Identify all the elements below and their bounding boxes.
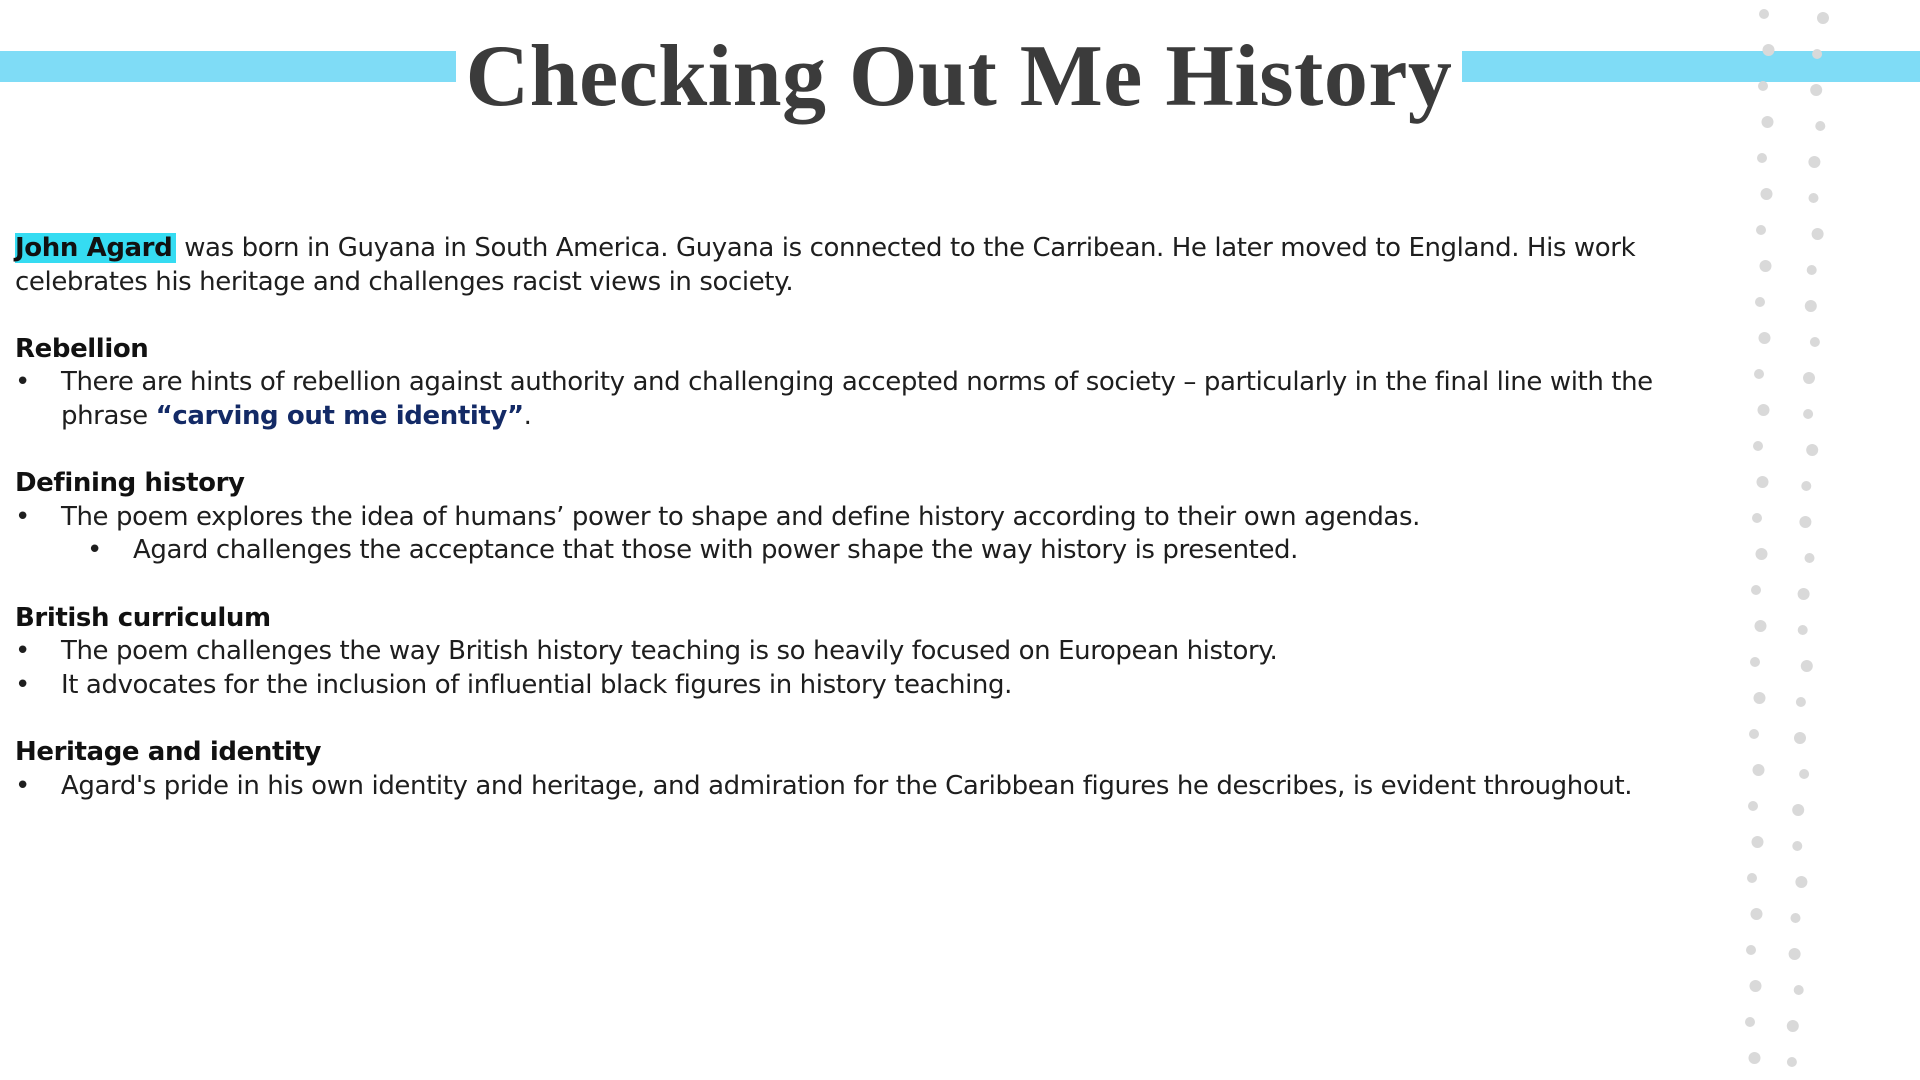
bullet-text: It advocates for the inclusion of influential black figures in history teaching. bbox=[61, 669, 1012, 700]
decorative-dot bbox=[1746, 945, 1756, 955]
decorative-dot-pattern bbox=[1740, 0, 1920, 1080]
slide-content bbox=[15, 232, 1675, 837]
list-item bbox=[15, 669, 1675, 703]
decorative-dot bbox=[1810, 337, 1820, 347]
decorative-dot bbox=[1792, 841, 1802, 851]
bullet-list bbox=[15, 770, 1675, 804]
decorative-dot bbox=[1812, 228, 1824, 240]
bullet-icon: • bbox=[15, 669, 30, 700]
decorative-dot bbox=[1789, 948, 1801, 960]
decorative-dot bbox=[1748, 801, 1758, 811]
section-british-curriculum bbox=[15, 602, 1675, 703]
bullet-icon: • bbox=[15, 770, 30, 801]
decorative-dot bbox=[1809, 193, 1819, 203]
decorative-dot bbox=[1758, 404, 1770, 416]
decorative-dot bbox=[1787, 1057, 1797, 1067]
section-defining-history bbox=[15, 467, 1675, 568]
decorative-dot bbox=[1787, 1020, 1799, 1032]
decorative-dot bbox=[1805, 300, 1817, 312]
decorative-dot bbox=[1757, 153, 1767, 163]
decorative-dot bbox=[1757, 476, 1769, 488]
section-heading: Defining history bbox=[15, 468, 245, 499]
bullet-list bbox=[15, 501, 1675, 568]
decorative-dot bbox=[1750, 657, 1760, 667]
decorative-dot bbox=[1796, 697, 1806, 707]
section-rebellion bbox=[15, 333, 1675, 434]
decorative-dot bbox=[1756, 548, 1768, 560]
bullet-text: Agard's pride in his own identity and heritage, and admiration for the Caribbean figures he describes, is evident throughout. bbox=[61, 770, 1633, 801]
section-heading: Rebellion bbox=[15, 333, 149, 364]
decorative-dot bbox=[1761, 188, 1773, 200]
bullet-text: The poem challenges the way British history teaching is so heavily focused on European history. bbox=[61, 636, 1278, 667]
bullet-text: Agard challenges the acceptance that those with power shape the way history is presented. bbox=[133, 535, 1299, 566]
decorative-dot bbox=[1749, 1052, 1761, 1064]
decorative-dot bbox=[1749, 729, 1759, 739]
decorative-dot bbox=[1756, 225, 1766, 235]
decorative-dot bbox=[1760, 260, 1772, 272]
decorative-dot bbox=[1806, 444, 1818, 456]
bullet-icon: • bbox=[87, 535, 102, 566]
decorative-dot bbox=[1758, 81, 1768, 91]
decorative-dot bbox=[1763, 44, 1775, 56]
decorative-dot bbox=[1807, 265, 1817, 275]
decorative-dot bbox=[1801, 660, 1813, 672]
decorative-dot bbox=[1794, 985, 1804, 995]
accent-bar-left bbox=[0, 51, 456, 82]
decorative-dot bbox=[1750, 980, 1762, 992]
decorative-dot bbox=[1812, 49, 1822, 59]
section-heading: Heritage and identity bbox=[15, 736, 322, 767]
decorative-dot bbox=[1795, 876, 1807, 888]
intro-paragraph bbox=[15, 232, 1675, 299]
decorative-dot bbox=[1745, 1017, 1755, 1027]
bullet-text-end: . bbox=[523, 400, 532, 431]
section-heading: British curriculum bbox=[15, 602, 271, 633]
decorative-dot bbox=[1801, 481, 1811, 491]
bullet-text: The poem explores the idea of humans’ power to shape and define history according to their own agendas. bbox=[61, 501, 1420, 532]
decorative-dot bbox=[1803, 409, 1813, 419]
quote-text: “carving out me identity” bbox=[155, 400, 524, 431]
decorative-dot bbox=[1752, 513, 1762, 523]
intro-text: was born in Guyana in South America. Guyana is connected to the Carribean. He later moved to England. His work celebrates his heritage and challenges racist views in society. bbox=[15, 233, 1636, 297]
decorative-dot bbox=[1792, 804, 1804, 816]
decorative-dot bbox=[1753, 764, 1765, 776]
bullet-list bbox=[15, 366, 1675, 433]
decorative-dot bbox=[1752, 836, 1764, 848]
decorative-dot bbox=[1762, 116, 1774, 128]
decorative-dot bbox=[1799, 516, 1811, 528]
decorative-dot bbox=[1791, 913, 1801, 923]
decorative-dot bbox=[1798, 625, 1808, 635]
list-item bbox=[15, 635, 1675, 669]
decorative-dot bbox=[1817, 12, 1829, 24]
list-item bbox=[15, 501, 1675, 535]
slide-title: Checking Out Me History bbox=[465, 28, 1453, 125]
decorative-dot bbox=[1803, 372, 1815, 384]
decorative-dot bbox=[1805, 553, 1815, 563]
decorative-dot bbox=[1759, 332, 1771, 344]
author-name-highlight: John Agard bbox=[15, 233, 176, 263]
decorative-dot bbox=[1799, 769, 1809, 779]
decorative-dot bbox=[1815, 121, 1825, 131]
bullet-list bbox=[15, 635, 1675, 702]
decorative-dot bbox=[1751, 908, 1763, 920]
decorative-dot bbox=[1759, 9, 1769, 19]
section-heritage-identity bbox=[15, 736, 1675, 803]
decorative-dot bbox=[1798, 588, 1810, 600]
decorative-dot bbox=[1794, 732, 1806, 744]
list-item bbox=[15, 770, 1675, 804]
decorative-dot bbox=[1751, 585, 1761, 595]
list-item-nested bbox=[15, 534, 1675, 568]
decorative-dot bbox=[1754, 692, 1766, 704]
list-item bbox=[15, 366, 1675, 433]
bullet-icon: • bbox=[15, 501, 30, 532]
decorative-dot bbox=[1754, 369, 1764, 379]
bullet-icon: • bbox=[15, 636, 30, 667]
decorative-dot bbox=[1755, 297, 1765, 307]
decorative-dot bbox=[1755, 620, 1767, 632]
decorative-dot bbox=[1810, 84, 1822, 96]
decorative-dot bbox=[1747, 873, 1757, 883]
decorative-dot bbox=[1808, 156, 1820, 168]
bullet-text: There are hints of rebellion against authority and challenging accepted norms of society – particularly in the final line with the phrase bbox=[61, 367, 1653, 431]
decorative-dot bbox=[1753, 441, 1763, 451]
bullet-icon: • bbox=[15, 367, 30, 398]
